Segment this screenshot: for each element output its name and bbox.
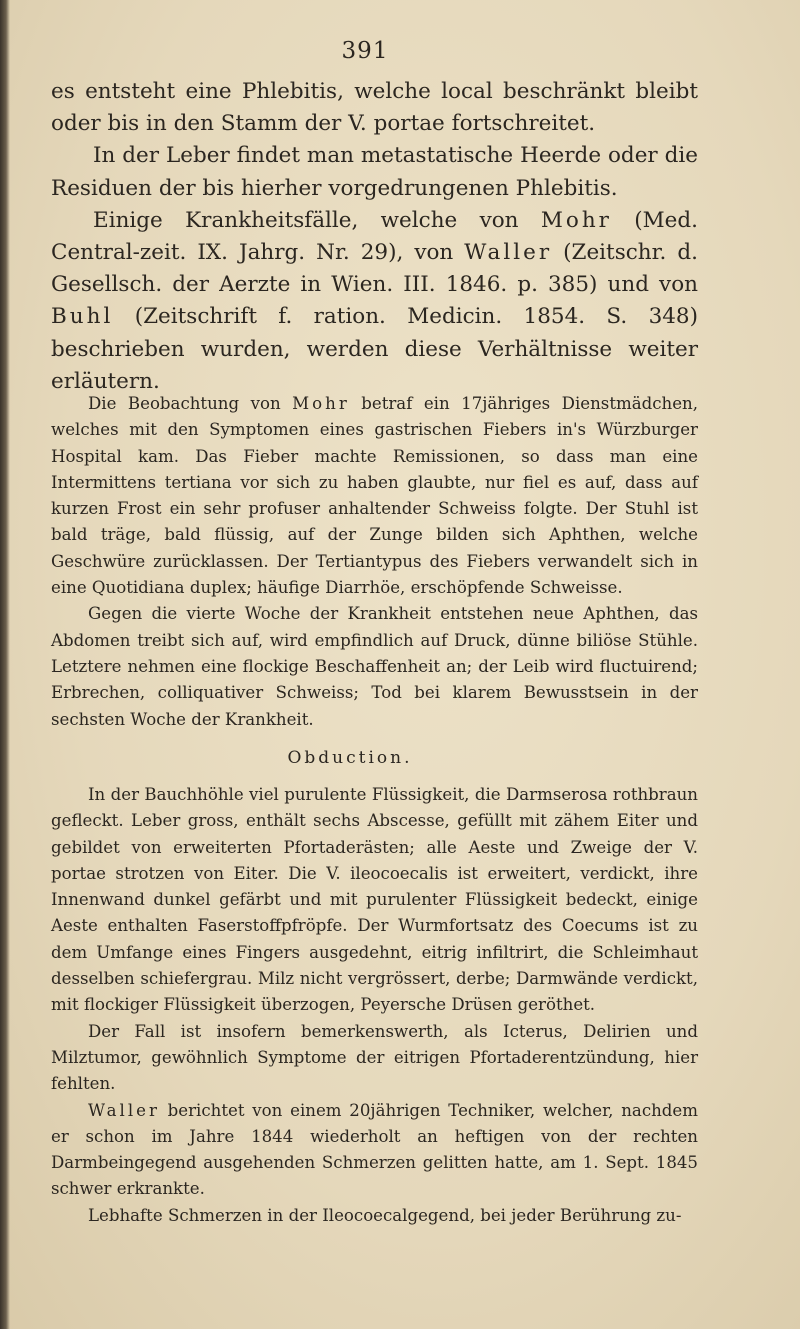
paragraph-vierte-woche: Gegen die vierte Woche der Krankheit entstehen neue Aphthen, das Abdomen treibt sich auf, wird empfindlich auf Druck, dünne biliöse Stühle. Letztere nehmen eine flockige Beschaffenheit an; der Leib wird fluctuirend; Erbrechen, colliquativer Schweiss; Tod bei klarem Bewusstsein in der sechsten Woche der Krankheit. bbox=[51, 604, 698, 729]
page-number: 391 bbox=[341, 38, 389, 64]
paragraph-leber: In der Leber findet man metastatische Heerde oder die Residuen der bis hierher vorgedrungenen Phlebitis. bbox=[51, 143, 698, 201]
paragraph-phlebitis: es entsteht eine Phlebitis, welche local beschränkt bleibt oder bis in den Stamm der V. portae fortschreitet. bbox=[51, 79, 698, 137]
paragraph-krankheitsfaelle bbox=[51, 205, 698, 398]
author-name-mohr: Mohr bbox=[540, 207, 612, 233]
author-name-buhl: Buhl bbox=[51, 304, 114, 330]
text-segment: Die Beobachtung von bbox=[88, 394, 293, 413]
author-name-waller: Waller bbox=[464, 240, 553, 266]
paragraph-bauchhoehle: In der Bauchhöhle viel purulente Flüssigkeit, die Darmserosa rothbraun gefleckt. Leber gross, enthält sechs Abscesse, gefüllt mit zähem Eiter und gebildet von erweiterten Pfortaderästen; alle Aeste und Zweige der V. portae strotzen von Eiter. Die V. ileocoecalis ist erweitert, verdickt, ihre Innenwand dunkel gefärbt und mit purulenter Flüssigkeit bedeckt, einige Aeste enthalten Faserstoffpfröpfe. Der Wurmfortsatz des Coecums ist zu dem Umfange eines Fingers ausgedehnt, eitrig infiltrirt, die Schleimhaut desselben schiefergrau. Milz nicht vergrössert, derbe; Darmwände verdickt, mit flockiger Flüssigkeit überzogen, Peyersche Drüsen geröthet. bbox=[51, 785, 698, 1015]
text-segment: (Zeitschr. d. Gesellsch. der Aerzte in Wien. III. 1846. p. 385) und von bbox=[51, 240, 698, 298]
author-name-waller: Waller bbox=[88, 1100, 160, 1120]
author-name-mohr: Mohr bbox=[292, 394, 350, 413]
paragraph-bemerkenswerth: Der Fall ist insofern bemerkenswerth, als Icterus, Delirien und Milztumor, gewöhnlich Symptome der eitrigen Pfortaderentzündung, hier fehlten. bbox=[51, 1021, 698, 1094]
text-segment: berichtet von einem 20jährigen Techniker, welcher, nachdem er schon im Jahre 1844 wiederholt an heftigen von der rechten Darmbeingegend ausgehenden Schmerzen gelitten hatte, am 1. Sept. 1845 schwer erkrankte. bbox=[51, 1100, 698, 1199]
text-segment: (Med. Central-zeit. IX. Jahrg. Nr. 29), von bbox=[51, 207, 698, 266]
main-text-block bbox=[51, 76, 698, 398]
text-segment: (Zeitschrift f. ration. Medicin. 1854. S. 348) beschrieben wurden, werden diese Verhältnisse weiter erläutern. bbox=[51, 304, 698, 394]
observation-block bbox=[51, 391, 698, 733]
text-segment: Einige Krankheitsfälle, welche von bbox=[93, 207, 541, 233]
obduction-block bbox=[51, 782, 698, 1229]
section-heading-obduction: Obduction. bbox=[287, 748, 413, 768]
paragraph-waller-bericht bbox=[51, 1098, 698, 1203]
paragraph-lebhafte-schmerzen: Lebhafte Schmerzen in der Ileocoecalgegend, bei jeder Berührung zu- bbox=[88, 1205, 682, 1225]
paragraph-beobachtung-mohr bbox=[51, 391, 698, 601]
text-segment: betraf ein 17jähriges Dienstmädchen, welches mit den Symptomen eines gastrischen Fiebers in's Würzburger Hospital kam. Das Fieber machte Remissionen, so dass man eine Intermittens tertiana vor sich zu haben glaubte, nur fiel es auf, dass auf kurzen Frost ein sehr profuser anhaltender Schweiss folgte. Der Stuhl ist bald träge, bald flüssig, auf der Zunge bilden sich Aphthen, welche Geschwüre zurücklassen. Der Tertiantypus des Fiebers verwandelt sich in eine Quotidiana duplex; häufige Diarrhöe, erschöpfende Schweisse. bbox=[51, 394, 699, 598]
